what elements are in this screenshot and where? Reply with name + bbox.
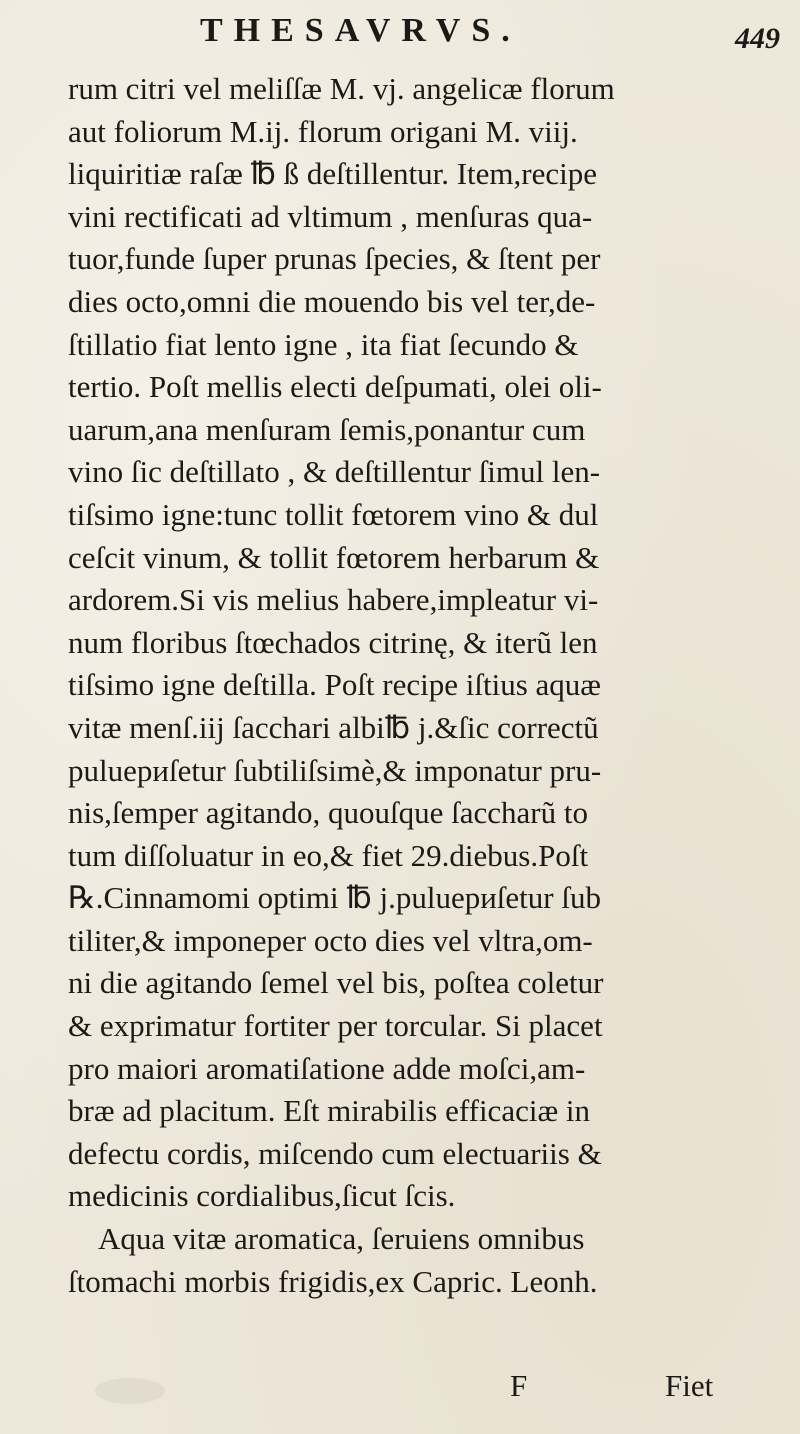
text-line: liquiritiæ raſæ ℔ ß deſtillentur. Item,recipe bbox=[68, 156, 597, 192]
text-line: vini rectificati ad vltimum , menſuras qua- bbox=[68, 198, 593, 234]
text-line: rum citri vel meliſſæ M. vj. angelicæ florum bbox=[68, 71, 615, 106]
text-line: ardorem.Si vis melius habere,impleatur vi- bbox=[68, 582, 599, 618]
text-line: tiſsimo igne:tunc tollit fœtorem vino & dul bbox=[68, 496, 599, 532]
text-line: & exprimatur fortiter per torcular. Si placet bbox=[68, 1008, 603, 1044]
text-line: vitæ menſ.iij ſacchari albi℔ j.&ſic correctũ bbox=[68, 709, 599, 745]
text-line: tiſsimo igne deſtilla. Poſt recipe iſtius aquæ bbox=[68, 667, 601, 703]
body-text bbox=[68, 68, 788, 1303]
text-line: ſtomachi morbis frigidis,ex Capric. Leonh. bbox=[68, 1263, 598, 1299]
text-line: ℞.Cinnamomi optimi ℔ j.puluериſetur ſub bbox=[68, 880, 601, 916]
text-line: tuor,funde ſuper prunas ſpecies, & ſtent per bbox=[68, 241, 601, 277]
page-header bbox=[60, 12, 780, 58]
catchword: Fiet bbox=[665, 1368, 714, 1403]
section-heading-line: Aqua vitæ aromatica, ſeruiens omnibus bbox=[98, 1221, 585, 1257]
text-line: tum diſſoluatur in eo,& fiet 29.diebus.Poſt bbox=[68, 837, 589, 873]
text-line: ſtillatio fiat lento igne , ita fiat ſecundo & bbox=[68, 326, 579, 362]
page-number: 449 bbox=[735, 22, 780, 55]
text-line: uarum,ana menſuram ſemis,ponantur cum bbox=[68, 411, 586, 447]
text-line: dies octo,omni die mouendo bis vel ter,de- bbox=[68, 283, 596, 319]
text-line: bræ ad placitum. Eſt mirabilis efficaciæ in bbox=[68, 1093, 590, 1129]
text-line: ni die agitando ſemel vel bis, poſtea coletur bbox=[68, 965, 604, 1001]
text-line: num floribus ſtœchados citrinę, & iterũ len bbox=[68, 624, 598, 660]
text-line: ceſcit vinum, & tollit fœtorem herbarum & bbox=[68, 539, 600, 575]
text-line: tiliter,& imponeper octo dies vel vltra,om- bbox=[68, 922, 593, 958]
page-footer bbox=[0, 1368, 800, 1418]
signature-mark: F bbox=[510, 1368, 528, 1403]
text-line: defectu cordis, miſcendo cum electuariis & bbox=[68, 1135, 602, 1171]
text-line: puluериſetur ſubtiliſsimè,& imponatur pru- bbox=[68, 752, 602, 788]
text-line: vino ſic deſtillato , & deſtillentur ſimul len- bbox=[68, 454, 601, 490]
text-line: pro maiori aromatiſatione adde moſci,am- bbox=[68, 1050, 586, 1086]
running-title: THESAVRVS. bbox=[200, 12, 521, 49]
text-line: aut foliorum M.ij. florum origani M. viij. bbox=[68, 113, 578, 149]
text-line: nis,ſemper agitando, quouſque ſaccharũ to bbox=[68, 795, 588, 831]
text-line: medicinis cordialibus,ſicut ſcis. bbox=[68, 1178, 456, 1214]
text-line: tertio. Poſt mellis electi deſpumati, olei oli- bbox=[68, 369, 602, 405]
